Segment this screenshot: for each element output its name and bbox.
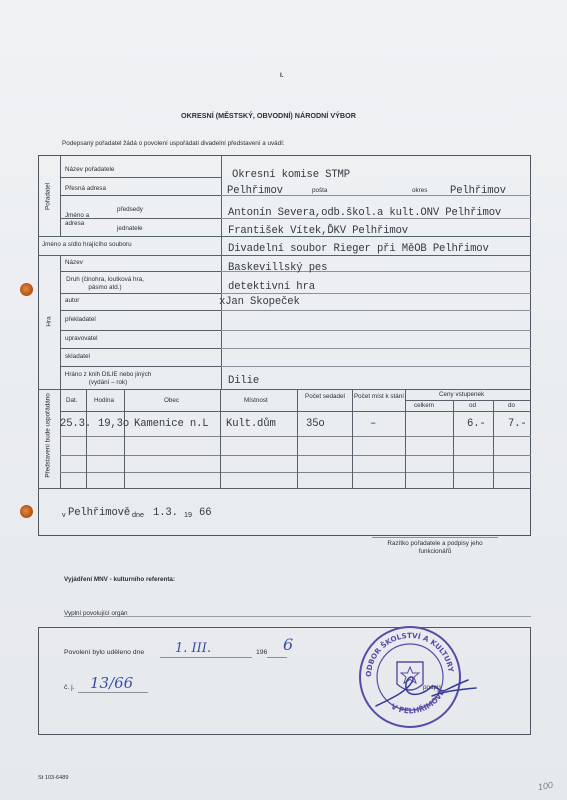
label-chairman: předsedy (117, 206, 143, 213)
col-price-total: celkem (414, 402, 434, 409)
label-adapter: upravovatel (65, 335, 98, 342)
col-hour: Hodina (94, 397, 114, 404)
form-code: St 103-6489 (38, 775, 69, 781)
label-signature: podpis (423, 684, 442, 691)
label-play-name: Název (65, 259, 83, 266)
page-annotation: 100 (537, 779, 554, 793)
col-price-from: od (469, 402, 477, 409)
label-post: pošta (312, 187, 328, 194)
section-organizer-label: Pořadatel (44, 183, 52, 210)
stamp-text-bottom: V PELHŘIMOVĚ (389, 688, 447, 716)
col-seats: Počet sedadel (305, 393, 345, 400)
cell-price-to: 7.- (508, 418, 527, 430)
page-number: I. (280, 72, 284, 79)
value-manager: František Vítek,ĎKV Pelhřimov (228, 225, 409, 237)
col-price-to: do (508, 402, 516, 409)
label-ensemble: Jméno a sídlo hrajícího souboru (42, 241, 132, 248)
label-manager: jednatele (117, 225, 143, 232)
label-play-type: Druh (činohra, loutková hra, pásmo atd.) (66, 276, 144, 291)
value-edition: Dilie (228, 375, 260, 387)
value-place: Pelhřimově (68, 507, 131, 519)
label-place-prefix: v (62, 510, 66, 519)
label-organizer-name: Název pořadatele (65, 166, 115, 173)
form-title: OKRESNÍ (MĚSTSKÝ, OBVODNÍ) NÁRODNÍ VÝBOR (181, 111, 356, 120)
value-ensemble: Divadelní soubor Rieger při MěOB Pelhřimov (228, 243, 489, 255)
label-composer: skladatel (65, 353, 90, 360)
punch-hole (20, 283, 33, 296)
mnv-statement-label: Vyjádření MNV - kulturního referenta: (64, 576, 176, 583)
label-permission: Povolení bylo uděleno dne (64, 649, 145, 656)
col-standing: Počet míst k stání (353, 393, 405, 400)
value-permission-year: 6 (283, 635, 294, 654)
signature-caption: Razítko pořadatele a podpisy jeho funkcionářů (387, 540, 483, 556)
stamp-text-top: ODBOR ŠKOLSTVÍ A KULTURY (363, 630, 456, 678)
cell-municipality: Kamenice n.L (134, 418, 209, 430)
value-district: Pelhřimov (450, 185, 506, 197)
cell-date: 25.3. (60, 418, 92, 430)
cell-seats: 35o (306, 418, 325, 430)
authority-label: Vyplní povolující orgán (64, 610, 128, 617)
label-date: dne (132, 510, 144, 519)
value-date: 1.3. (153, 507, 178, 519)
label-permission-year: 196 (256, 649, 268, 656)
cell-standing: – (370, 418, 377, 430)
label-name-address: Jméno a adresa (65, 212, 90, 227)
section-performance-label: Představení bude uspořádáno (44, 393, 52, 478)
value-ref-number: 13/66 (90, 674, 134, 692)
cell-venue: Kult.dům (226, 418, 276, 430)
col-venue: Místnost (244, 397, 268, 404)
cell-price-from: 6.- (467, 418, 486, 430)
punch-hole (20, 505, 33, 518)
value-organizer-name: Okresní komise STMP (232, 169, 350, 181)
value-chairman: Antonín Severa,odb.škol.a kult.ONV Pelhřimov (228, 207, 502, 219)
signature-scribble (372, 668, 482, 716)
label-year-prefix: 19 (184, 510, 192, 519)
value-permission-date: 1. III. (175, 641, 212, 656)
value-author: xJan Skopeček (219, 296, 300, 308)
value-address: Pelhřimov (227, 185, 283, 197)
section-play-label: Hra (45, 316, 53, 327)
label-author: autor (65, 297, 80, 304)
form-intro: Podepsaný pořadatel žádá o povolení uspořádati divadelní představení a uvádí: (62, 140, 285, 147)
col-municipality: Obec (164, 397, 180, 404)
label-address: Přesná adresa (65, 185, 106, 192)
cell-hour: 19,3o (98, 418, 130, 430)
label-edition: Hráno z knih DILIE nebo jiných (vydání – rok) (64, 371, 152, 386)
label-district: okres (412, 187, 428, 194)
value-play-name: Baskevillský pes (228, 262, 328, 274)
col-date: Dat. (66, 397, 78, 404)
value-play-type: detektivní hra (228, 281, 315, 293)
label-ref-number: č. j. (64, 684, 75, 691)
value-year: 66 (199, 507, 212, 519)
col-prices: Ceny vstupenek (439, 391, 485, 398)
label-translator: překladatel (65, 316, 96, 323)
